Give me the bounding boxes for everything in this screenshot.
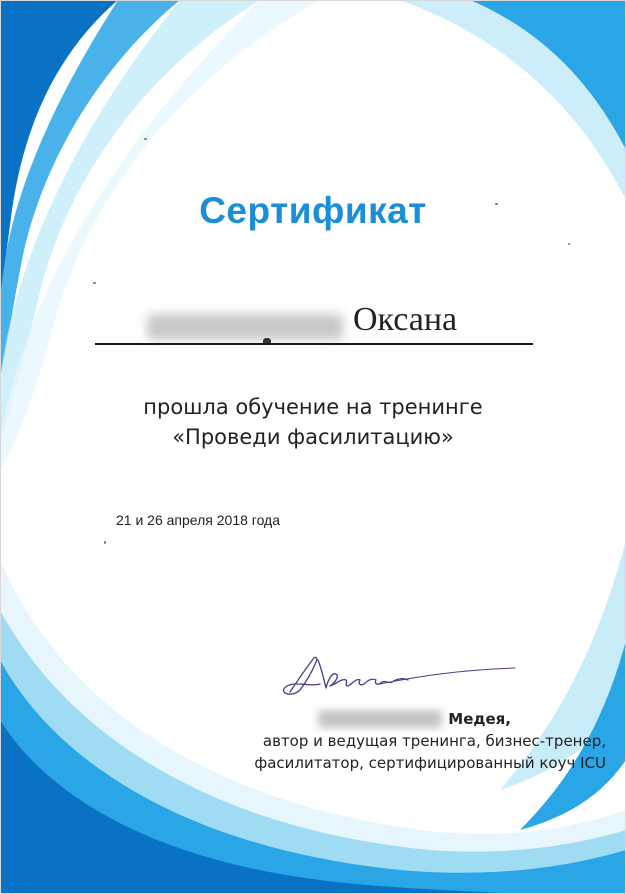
signer-name-row [318, 708, 511, 730]
recipient-surname-redacted [147, 314, 343, 340]
name-underline [95, 343, 533, 345]
signer-role-line-2: фасилитатор, сертифицированный коуч ICU [254, 754, 606, 772]
scan-speck [144, 138, 147, 140]
training-title: «Проведи фасилитацию» [172, 425, 454, 449]
completion-text: прошла обучение на тренинге [143, 395, 483, 419]
scan-speck [93, 282, 96, 284]
signer-role-line-1: автор и ведущая тренинга, бизнес-тренер, [262, 732, 606, 750]
certificate-title: Сертификат [199, 190, 427, 231]
signer-name: Медея, [448, 710, 511, 728]
scan-speck [104, 541, 106, 544]
signer-surname-redacted [318, 710, 442, 728]
scan-speck [568, 243, 570, 245]
training-date: 21 и 26 апреля 2018 года [116, 512, 281, 528]
recipient-name-block [95, 298, 535, 348]
recipient-first-name: Оксана [353, 301, 458, 338]
handwritten-signature [270, 650, 520, 705]
scan-speck [495, 203, 498, 205]
